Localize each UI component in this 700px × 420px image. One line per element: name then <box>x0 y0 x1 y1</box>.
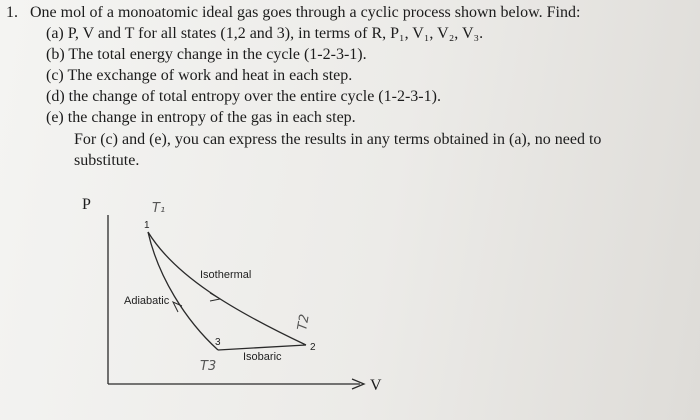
handwritten-t1: T₁ <box>152 201 166 216</box>
isothermal-curve <box>148 232 306 345</box>
part-e-label: (e) <box>46 109 64 126</box>
part-c-label: (c) <box>46 67 64 84</box>
handwritten-t2: T2 <box>295 313 313 332</box>
note-line-2: substitute. <box>74 152 140 169</box>
p-axis-label: P <box>82 196 91 213</box>
handwritten-t3: T3 <box>200 359 217 374</box>
isobaric-line <box>218 345 306 350</box>
adiabatic-label: Adiabatic <box>124 295 170 307</box>
isothermal-arrow-icon <box>210 293 220 301</box>
isothermal-label: Isothermal <box>200 269 252 281</box>
v-axis-label: V <box>370 377 382 394</box>
problem-stem: One mol of a monoatomic ideal gas goes through a cyclic process shown below. Find: <box>30 4 581 21</box>
part-e-text: the change in entropy of the gas in each step. <box>67 109 356 126</box>
part-c-text: The exchange of work and heat in each step. <box>67 67 353 84</box>
part-d-label: (d) <box>46 88 65 105</box>
problem-number: 1. <box>6 4 18 21</box>
part-b-label: (b) <box>46 46 65 63</box>
point-2-label: 2 <box>310 342 316 353</box>
part-a-label: (a) <box>46 25 64 42</box>
part-a-text: P, V and T for all states (1,2 and 3), in terms of R, P₁, V₁, V₂, V₃. <box>67 25 484 42</box>
part-d-text: the change of total entropy over the entire cycle (1-2-3-1). <box>68 88 441 105</box>
note-line-1: For (c) and (e), you can express the results in any terms obtained in (a), no need to <box>74 131 602 148</box>
isobaric-label: Isobaric <box>243 351 282 363</box>
part-b-text: The total energy change in the cycle (1-2-3-1). <box>68 46 367 63</box>
point-3-label: 3 <box>215 337 221 348</box>
point-1-label: 1 <box>144 220 150 231</box>
